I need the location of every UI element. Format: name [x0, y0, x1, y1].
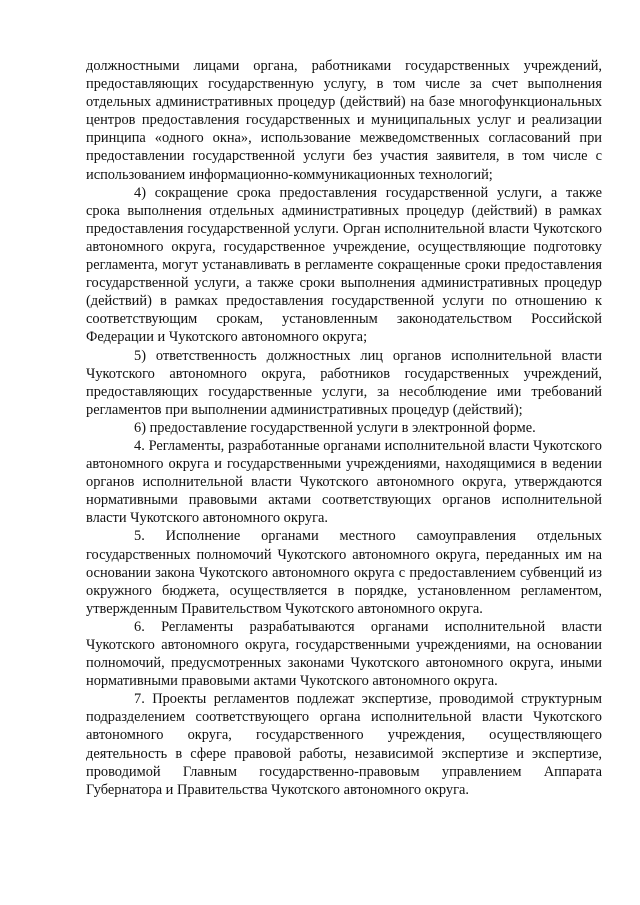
- paragraph-item-5-responsibility: 5) ответственность должностных лиц органов исполнительной власти Чукотского автономного округа, работников государственных учреждений, предоставляющих государственные услуги, за несоблюдение ими требований регламентов при выполнении административных процедур (действий);: [86, 347, 602, 418]
- paragraph-continuation: должностными лицами органа, работниками государственных учреждений, предоставляющих государственную услугу, в том числе за счет выполнения отдельных административных процедур (действий) на базе многофункциональных центров предоставления государственных и муниципальных услуг и реализации принципа «одного окна», использование межведомственных согласований при предоставлении государственной услуги без участия заявителя, в том числе с использованием информационно-коммуникационных технологий;: [86, 58, 602, 183]
- paragraph-item-4-term-reduction: 4) сокращение срока предоставления государственной услуги, а также срока выполнения отдельных административных процедур (действий) в рамках предоставления государственной услуги. Орган исполнительной власти Чукотского автономного округа, государственное учреждение, осуществляющие подготовку регламента, могут устанавливать в регламенте сокращенные сроки предоставления государственной услуги, а также сроки выполнения административных процедур (действий) в рамках предоставления государственной услуги по отношению к соответствующим срокам, установленным законодательством Российской Федерации и Чукотского автономного округа;: [86, 184, 602, 346]
- paragraph-section-6-development: 6. Регламенты разрабатываются органами исполнительной власти Чукотского автономного округа, государственными учреждениями, на основании полномочий, предусмотренных законами Чукотского автономного округа, иными нормативными правовыми актами Чукотского автономного округа.: [86, 618, 602, 690]
- paragraph-item-6-electronic-form: 6) предоставление государственной услуги в электронной форме.: [134, 419, 536, 436]
- paragraph-section-5-local-government: 5. Исполнение органами местного самоуправления отдельных государственных полномочий Чукотского автономного округа, переданных им на основании закона Чукотского автономного округа с предоставлением субвенций из окружного бюджета, осуществляется в порядке, установленном регламентом, утвержденным Правительством Чукотского автономного округа.: [86, 528, 602, 617]
- paragraph-section-7-expertise: 7. Проекты регламентов подлежат экспертизе, проводимой структурным подразделением соответствующего органа исполнительной власти Чукотского автономного округа, государственного учреждения, осуществляющего деятельность в сфере правовой работы, независимой экспертизе и экспертизе, проводимой Главным государственно-правовым управлением Аппарата Губернатора и Правительства Чукотского автономного округа.: [86, 691, 602, 798]
- document-page: [86, 57, 602, 799]
- paragraph-section-4-regulations: 4. Регламенты, разработанные органами исполнительной власти Чукотского автономного округа и государственными учреждениями, находящимися в ведении органов исполнительной власти Чукотского автономного округа, утверждаются нормативными правовыми актами соответствующих органов исполнительной власти Чукотского автономного округа.: [86, 437, 602, 527]
